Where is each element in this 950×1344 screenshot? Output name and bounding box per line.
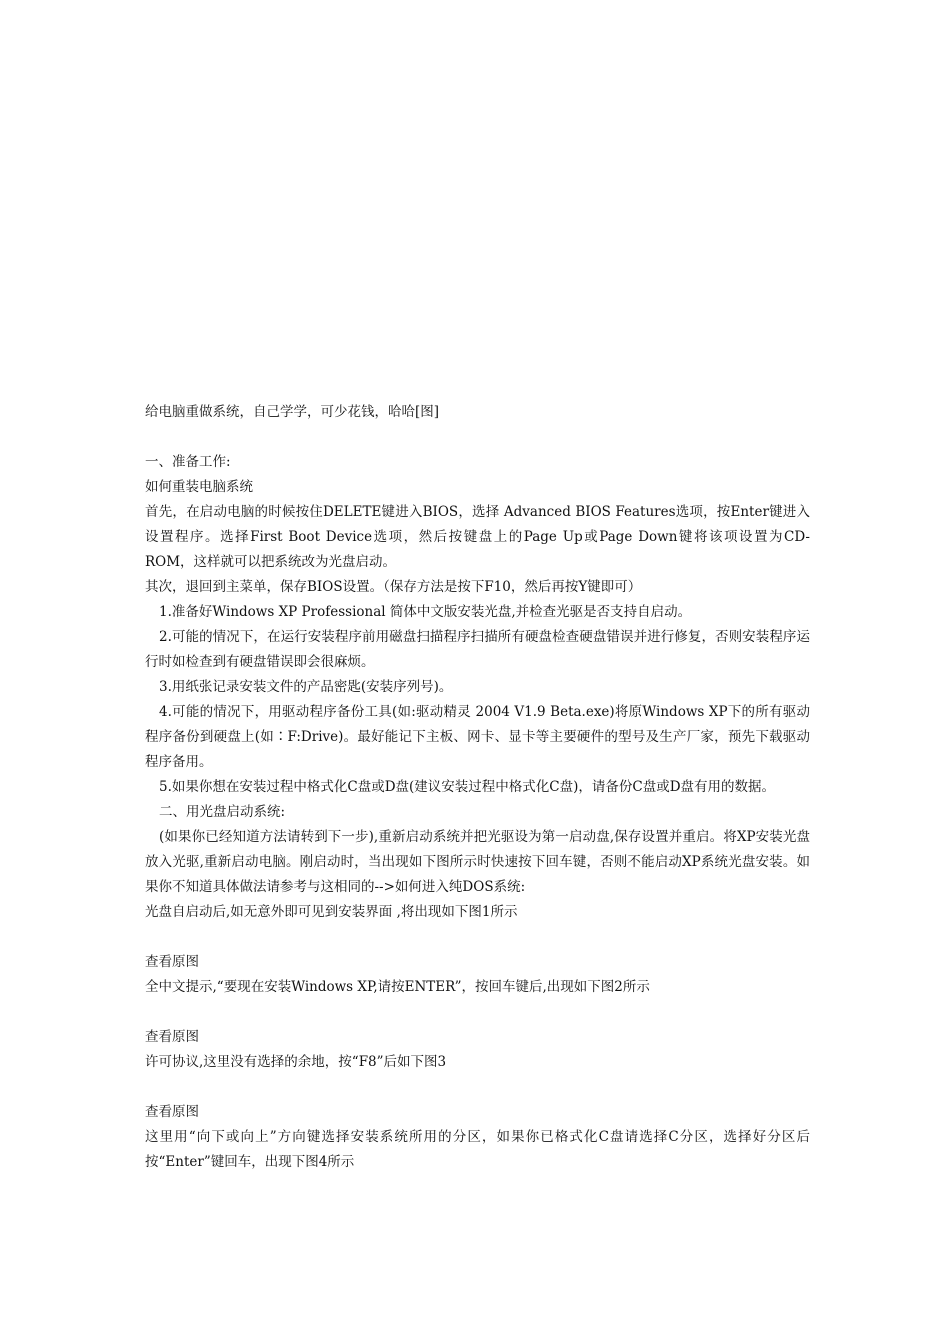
blank-line [145,425,810,450]
document-body [145,400,810,1175]
paragraph-bios-setup: 首先，在启动电脑的时候按住DELETE键进入BIOS，选择 Advanced BIOS Features选项，按Enter键进入设置程序。选择First Boot Device选项，然后按键盘上的Page Up或Page Down键将该项设置为CD-ROM，这样就可以把系统改为光盘启动。 [145,504,810,570]
blank-line [145,1000,810,1025]
paragraph-figure-2: 全中文提示,“要现在安装Windows XP,请按ENTER”，按回车键后,出现如下图2所示 [145,979,650,995]
list-item-5: 5.如果你想在安装过程中格式化C盘或D盘(建议安装过程中格式化C盘)，请备份C盘或D盘有用的数据。 [159,779,776,795]
paragraph-cd-boot: (如果你已经知道方法请转到下一步),重新启动系统并把光驱设为第一启动盘,保存设置并重启。将XP安装光盘放入光驱,重新启动电脑。刚启动时，当出现如下图所示时快速按下回车键，否则不能启动XP系统光盘安装。如果你不知道具体做法请参考与这相同的-->如何进入纯DOS系统: [145,829,810,895]
list-item-1: 1.准备好Windows XP Professional 简体中文版安装光盘,并检查光驱是否支持自启动。 [159,604,692,620]
list-item-4: 4.可能的情况下，用驱动程序备份工具(如:驱动精灵 2004 V1.9 Beta.exe)将原Windows XP下的所有驱动程序备份到硬盘上(如∶F:Drive)。最好能记下主板、网卡、显卡等主要硬件的型号及生产厂家，预先下载驱动程序备用。 [145,704,810,770]
paragraph-figure-3: 许可协议,这里没有选择的余地，按“F8”后如下图3 [145,1054,447,1070]
list-item-2: 2.可能的情况下，在运行安装程序前用磁盘扫描程序扫描所有硬盘检查硬盘错误并进行修复，否则安装程序运行时如检查到有硬盘错误即会很麻烦。 [145,629,810,670]
paragraph-install-screen: 光盘自启动后,如无意外即可见到安装界面 ,将出现如下图1所示 [145,904,518,920]
list-item-3: 3.用纸张记录安装文件的产品密匙(安装序列号)。 [159,679,453,695]
subheading-reinstall: 如何重装电脑系统 [145,479,253,495]
view-original-image-link-2[interactable]: 查看原图 [145,1029,199,1045]
document-title: 给电脑重做系统，自己学学，可少花钱，哈哈[图] [145,404,440,420]
view-original-image-link-1[interactable]: 查看原图 [145,954,199,970]
section-heading-cd-boot: 二、用光盘启动系统: [159,804,286,820]
paragraph-save-bios: 其次，退回到主菜单，保存BIOS设置。（保存方法是按下F10，然后再按Y键即可） [145,579,642,595]
paragraph-figure-4: 这里用“向下或向上”方向键选择安装系统所用的分区，如果你已格式化C盘请选择C分区，选择好分区后按“Enter”键回车，出现下图4所示 [145,1129,810,1170]
blank-line [145,1075,810,1100]
section-heading-preparation: 一、准备工作: [145,454,231,470]
blank-line [145,925,810,950]
view-original-image-link-3[interactable]: 查看原图 [145,1104,199,1120]
